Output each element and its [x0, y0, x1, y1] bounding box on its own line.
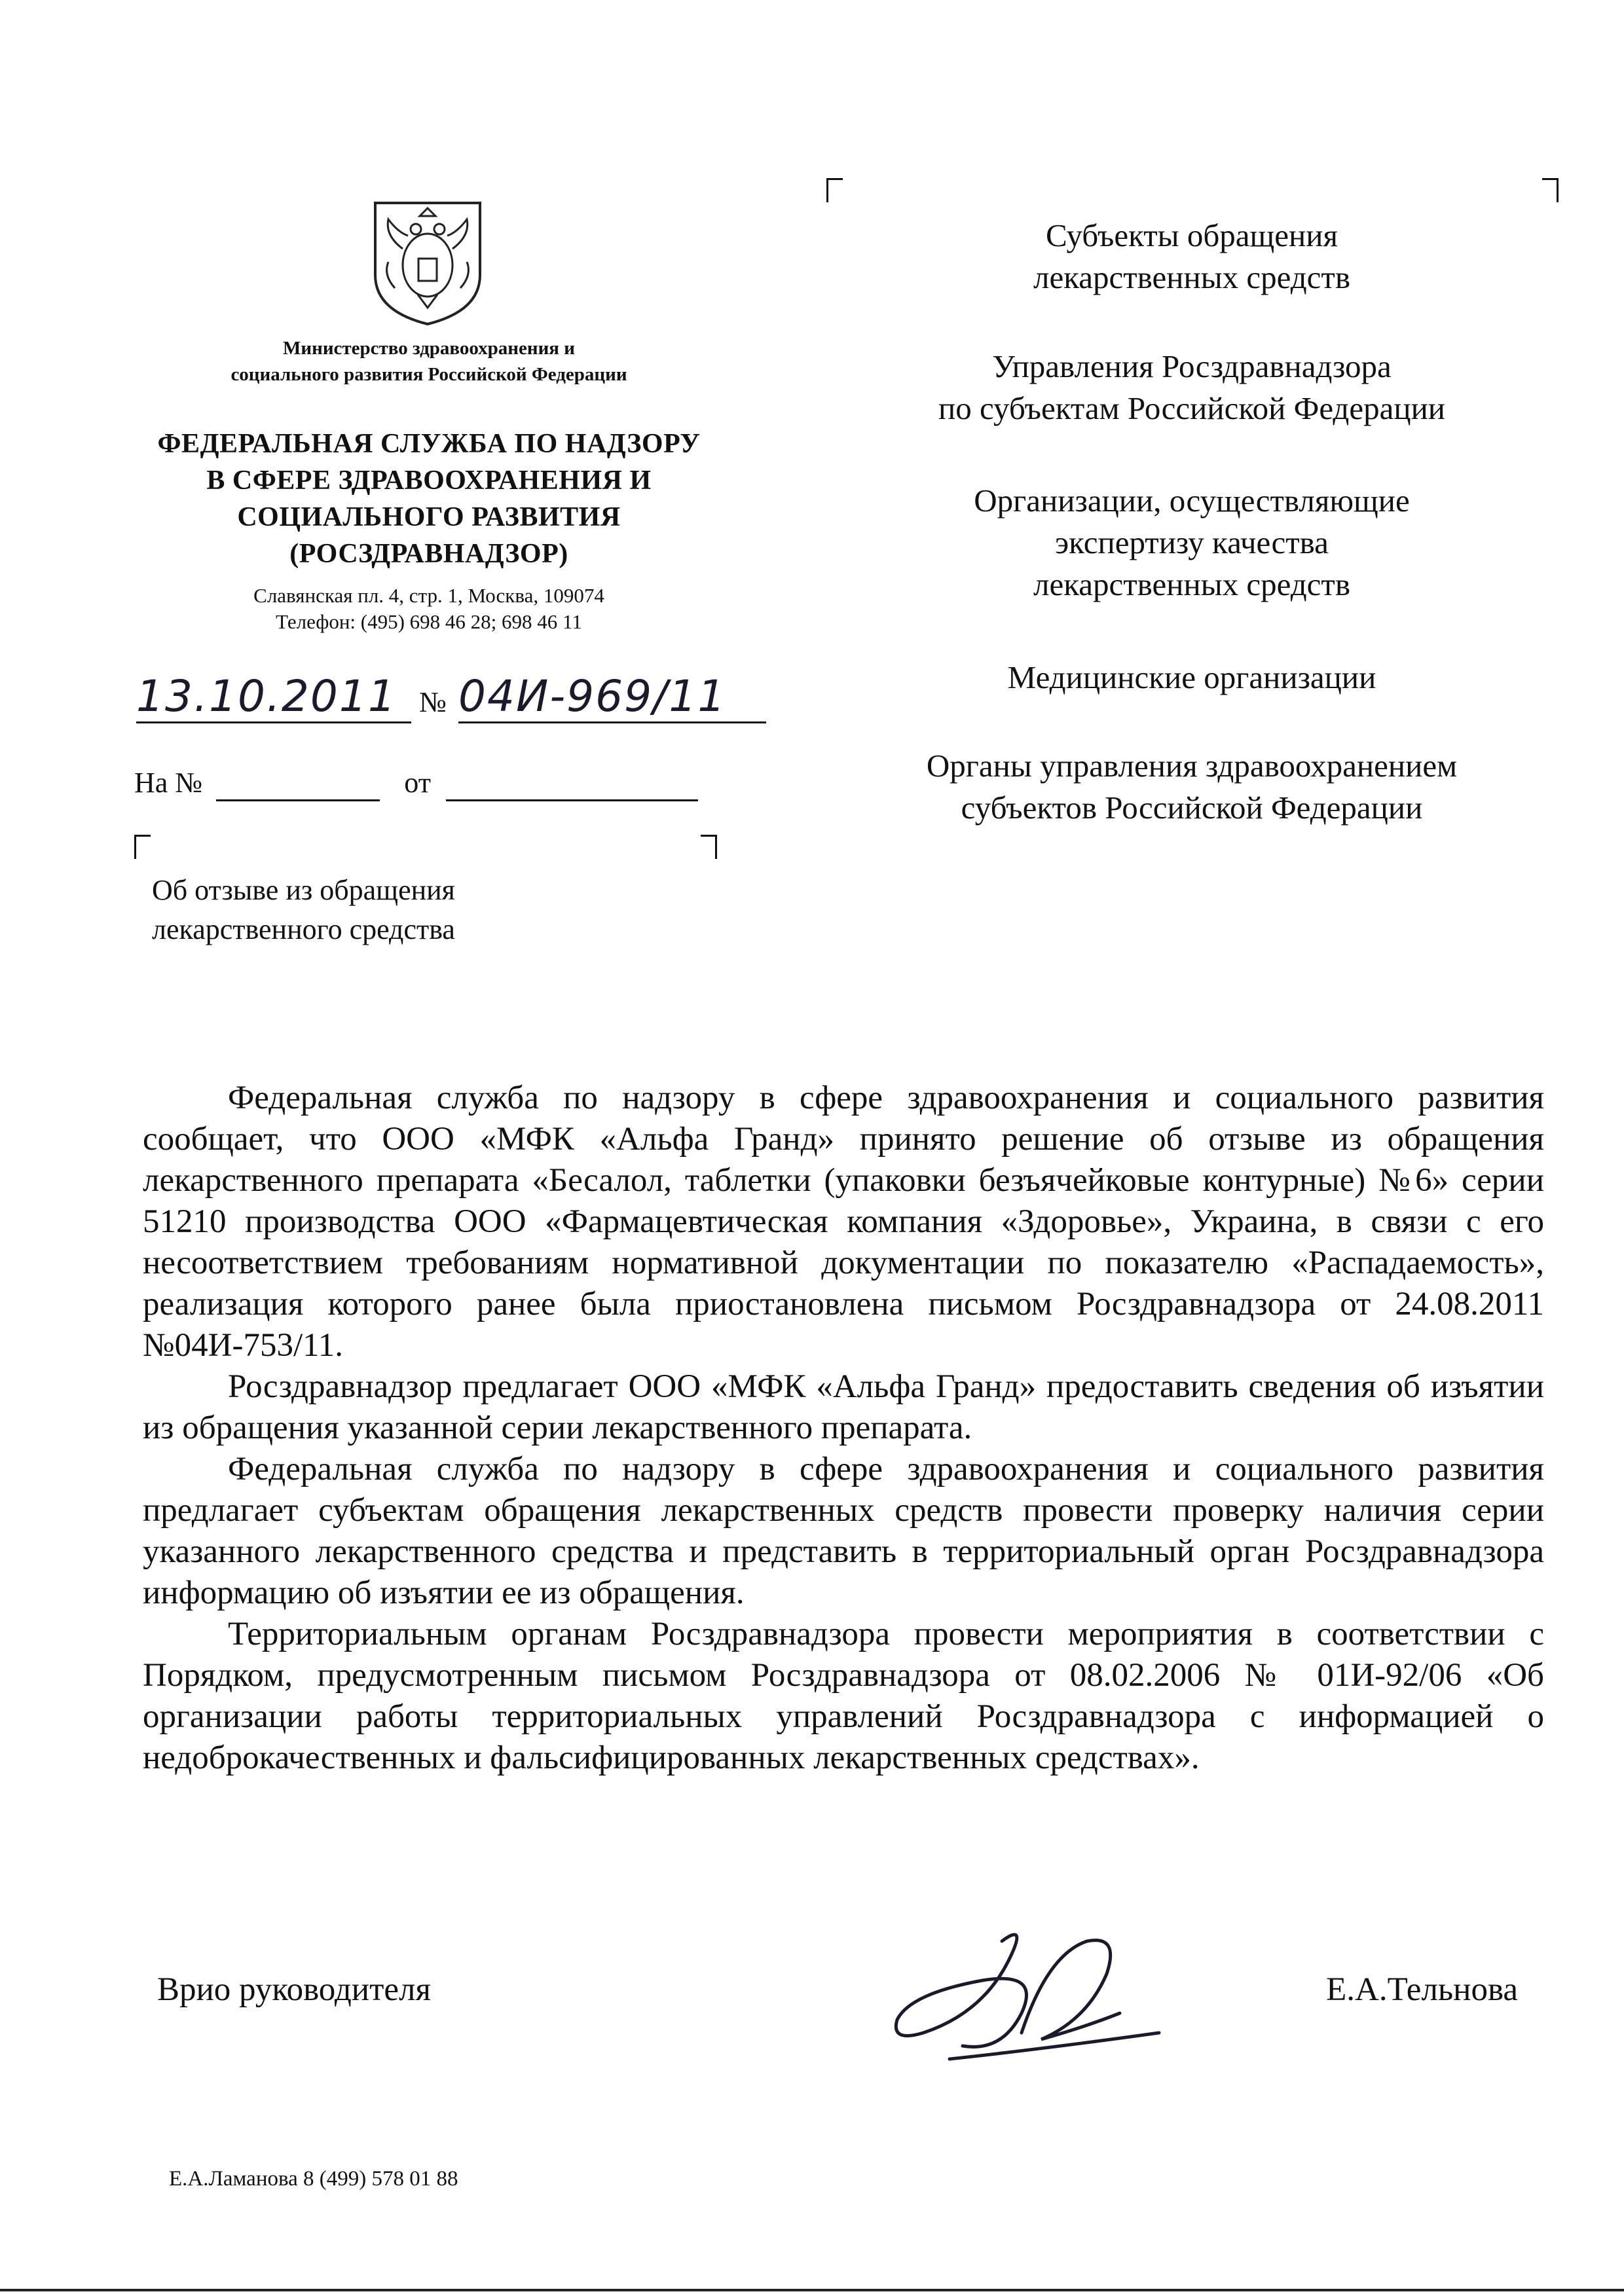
letter-body [143, 1078, 1544, 1779]
addressee-line: Медицинские организации [1007, 659, 1376, 695]
addressee [838, 346, 1545, 429]
service-line: ФЕДЕРАЛЬНАЯ СЛУЖБА ПО НАДЗОРУ [157, 429, 701, 459]
executor-contact: Е.А.Ламанова 8 (499) 578 01 88 [169, 2167, 458, 2191]
bottom-rule [0, 2289, 1624, 2291]
service-line: СОЦИАЛЬНОГО РАЗВИТИЯ [237, 502, 621, 532]
addressee-bracket-left [826, 178, 843, 202]
registration-line [131, 671, 786, 730]
reply-number-blank [216, 766, 380, 801]
reply-label: На № [134, 767, 203, 799]
body-paragraph: Федеральная служба по надзору в сфере здравоохранения и социального развития сообщает, что ООО «МФК «Альфа Гранд» принято решение об отзыве из обращения лекарственного препарата «Бесалол, таблетки (упаковки безъячейковые контурные) №6» серии 51210 производства ООО «Фармацевтическая компания «Здоровье», Украина, в связи с его несоответствием требованиям нормативной документации по показателю «Распадаемость», реализация которого ранее была приостановлена письмом Росздравнадзора от 24.08.2011 №04И-753/11. [143, 1080, 1544, 1364]
coat-of-arms-emblem [369, 196, 487, 327]
reply-line [134, 766, 698, 801]
addressee [838, 657, 1545, 699]
number-sign: № [419, 686, 447, 718]
addressee-line: лекарственных средств [1033, 259, 1350, 295]
addressee-line: лекарственных средств [1033, 566, 1350, 602]
addressee-line: Органы управления здравоохранением [926, 748, 1458, 784]
service-line: В СФЕРЕ ЗДРАВООХРАНЕНИЯ И [206, 465, 652, 496]
subject-bracket-right [701, 835, 717, 859]
reply-date-blank [446, 766, 698, 801]
signatory-title: Врио руководителя [157, 1971, 431, 2008]
phone: Телефон: (495) 698 46 28; 698 46 11 [276, 610, 582, 633]
addressee-line: экспертизу качества [1055, 524, 1329, 560]
ministry-line: Министерство здравоохранения и [283, 338, 575, 359]
addressee-line: Организации, осуществляющие [974, 483, 1410, 519]
addressee-line: Управления Росздравнадзора [992, 348, 1392, 384]
addressee-bracket-right [1542, 178, 1559, 202]
ministry-name [151, 335, 707, 388]
subject-line: лекарственного средства [152, 913, 455, 945]
ministry-line: социального развития Российской Федерации [231, 364, 627, 385]
body-paragraph: Федеральная служба по надзору в сфере здравоохранения и социального развития предлагает субъектам обращения лекарственных средств провести проверку наличия серии указанного лекарственного средства и представить в территориальный орган Росздравнадзора информацию об изъятии ее из обращения. [143, 1451, 1544, 1611]
service-name [151, 426, 707, 572]
registration-number: 04И-969/11 [458, 671, 766, 723]
body-paragraph: Территориальным органам Росздравнадзора провести мероприятия в соответствии с Порядком, предусмотренным письмом Росздравнадзора от 08.02.2006 № 01И-92/06 «Об организации работы территориальных управлений Росздравнадзора с информацией о недоброкачественных и фальсифицированных лекарственных средствах». [143, 1616, 1544, 1776]
service-contacts [151, 583, 707, 635]
addressee-line: субъектов Российской Федерации [961, 790, 1423, 826]
registration-date: 13.10.2011 [136, 671, 411, 723]
subject-line: Об отзыве из обращения [152, 874, 455, 906]
addressee [838, 745, 1545, 829]
body-paragraph: Росздравнадзор предлагает ООО «МФК «Альфа Гранд» предоставить сведения об изъятии из обращения указанной серии лекарственного препарата. [143, 1368, 1544, 1446]
handwritten-signature [871, 1902, 1172, 2085]
signatory-name: Е.А.Тельнова [1326, 1971, 1518, 2008]
from-label: от [404, 767, 431, 799]
subject-bracket-left [134, 835, 151, 859]
address: Славянская пл. 4, стр. 1, Москва, 109074 [253, 584, 604, 607]
addressee-line: Субъекты обращения [1045, 217, 1338, 253]
subject [152, 871, 455, 949]
addressee [838, 215, 1545, 299]
addressee [838, 480, 1545, 606]
addressee-line: по субъектам Российской Федерации [938, 390, 1446, 426]
service-line: (РОСЗДРАВНАДЗОР) [289, 539, 568, 569]
